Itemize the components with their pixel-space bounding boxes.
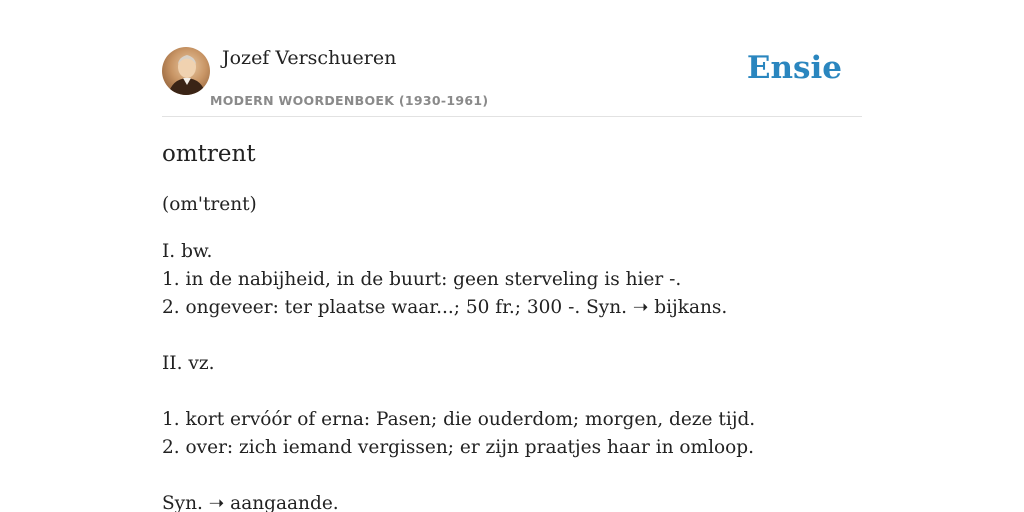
definition-line — [162, 322, 862, 350]
definition-line — [162, 462, 862, 490]
portrait-image — [162, 47, 210, 95]
pronunciation: (om'trent) — [162, 194, 257, 215]
definition-line: I. bw. — [162, 241, 213, 262]
entry-header — [162, 46, 862, 117]
definition-line: 1. kort ervóór of erna: Pasen; die ouderdom; morgen, deze tijd. — [162, 409, 756, 430]
definition-line: 2. over: zich iemand vergissen; er zijn praatjes haar in omloop. — [162, 437, 754, 458]
brand-logo[interactable]: Ensie — [746, 50, 842, 86]
entry-content — [162, 138, 862, 512]
definition-body — [162, 238, 862, 512]
author-avatar[interactable] — [162, 47, 210, 95]
author-name[interactable]: Jozef Verschueren — [222, 47, 397, 69]
definition-line — [162, 378, 862, 406]
source-label[interactable]: MODERN WOORDENBOEK (1930-1961) — [210, 93, 489, 108]
definition-line: 2. ongeveer: ter plaatse waar...; 50 fr.; 300 -. Syn. ➝ bijkans. — [162, 297, 728, 318]
entry-title: omtrent — [162, 141, 256, 167]
definition-line: 1. in de nabijheid, in de buurt: geen sterveling is hier -. — [162, 269, 682, 290]
definition-line: II. vz. — [162, 353, 215, 374]
definition-line: Syn. ➝ aangaande. — [162, 493, 339, 512]
